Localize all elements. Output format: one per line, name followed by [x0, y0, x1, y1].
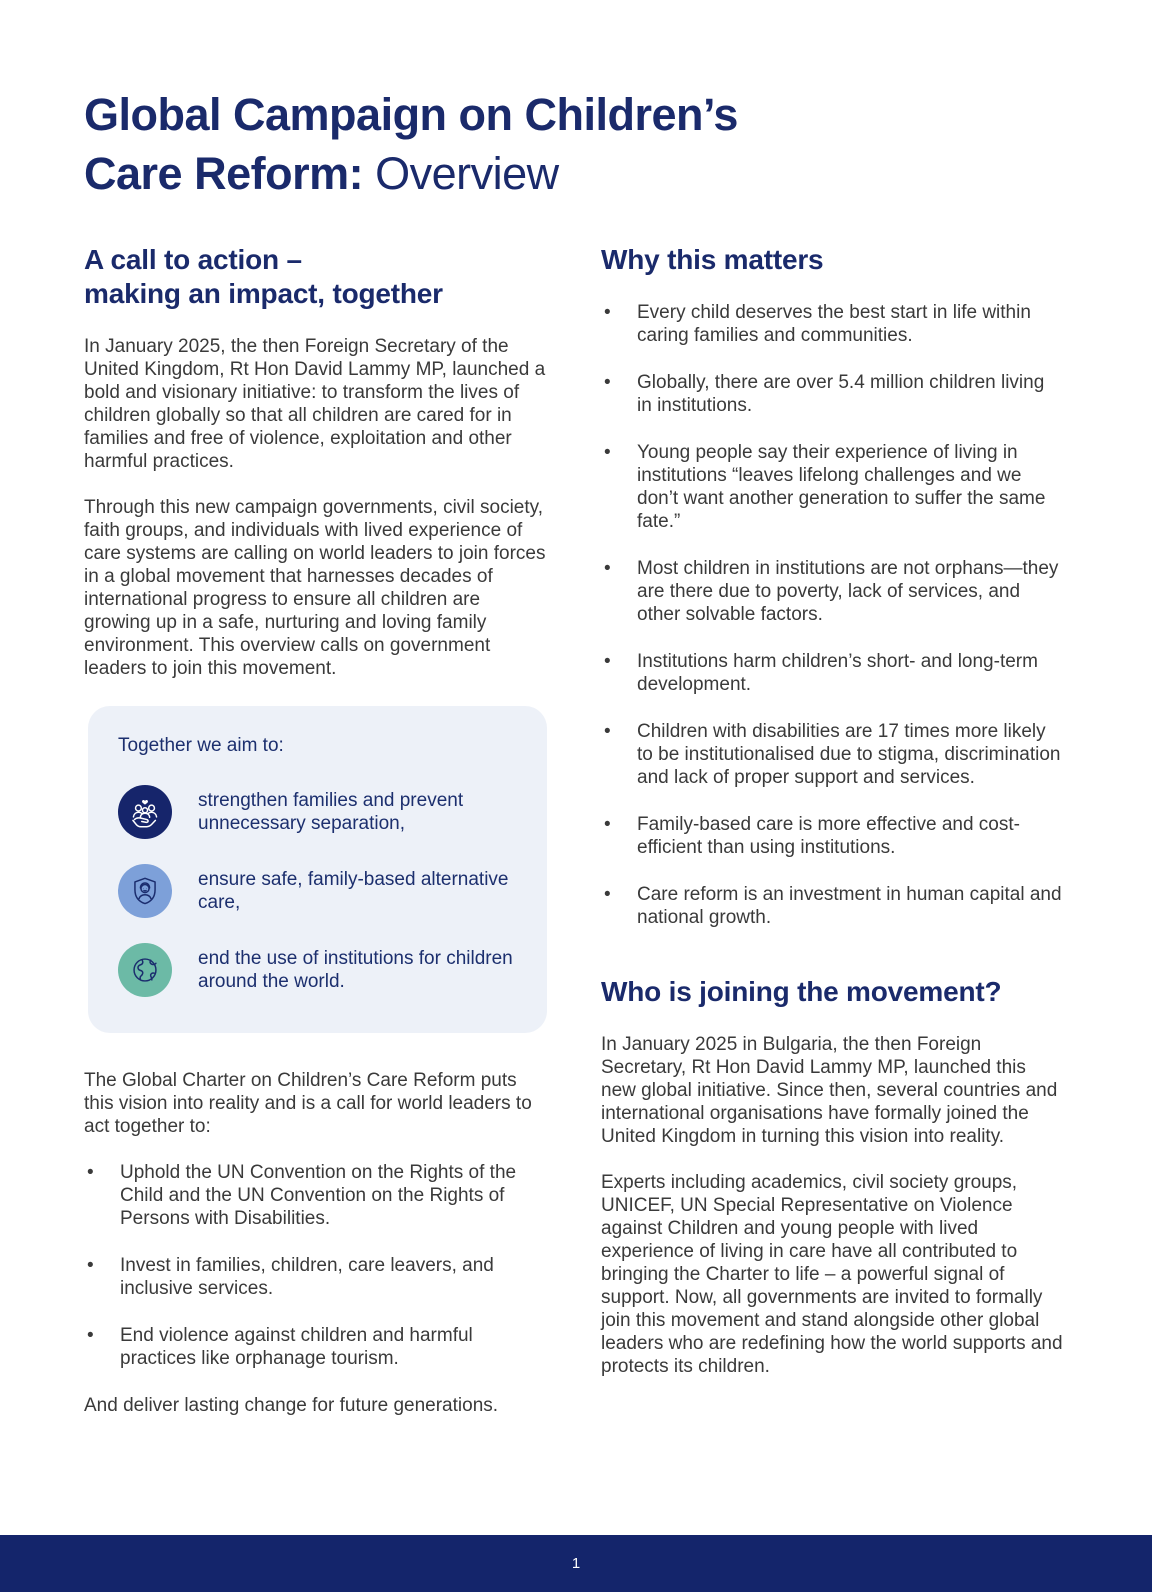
bullet-item: • Family-based care is more effective and cost-efficient than using institutions.	[601, 813, 1064, 859]
right-column	[601, 243, 1064, 1401]
charter-paragraph: The Global Charter on Children’s Care Reform puts this vision into reality and is a call for world leaders to act together to:	[84, 1070, 532, 1138]
bullet-item: • Children with disabilities are 17 times more likely to be institutionalised due to stigma, discrimination and lack of proper support and services.	[601, 720, 1064, 789]
bullet-item: • Globally, there are over 5.4 million children living in institutions.	[601, 371, 1064, 417]
bullet-item: • Institutions harm children’s short- and long-term development.	[601, 650, 1064, 696]
aim-text: ensure safe, family-based alternative care,	[198, 869, 509, 914]
closing-statement: And deliver lasting change for future generations.	[84, 1395, 499, 1417]
aims-heading: Together we aim to:	[118, 735, 284, 757]
who-paragraph-2: Experts including academics, civil society groups, UNICEF, UN Special Representative on Violence against Children and young people with lived experience of living in care have all contributed to bringing the Charter to life – a powerful signal of support. Now, all governments are invited to formally join this movement and stand alongside other global leaders who are redefining how the world supports and protects its children.	[601, 1172, 1063, 1378]
aim-text: end the use of institutions for children around the world.	[198, 948, 513, 993]
left-column	[84, 243, 547, 1440]
bullet-item: • End violence against children and harmful practices like orphanage tourism.	[84, 1324, 547, 1370]
cta-heading: A call to action – making an impact, together	[84, 244, 443, 310]
aim-text: strengthen families and prevent unnecessary separation,	[198, 790, 464, 835]
bullet-item: • Young people say their experience of living in institutions “leaves lifelong challenges and we don’t want another generation to suffer the same fate.”	[601, 441, 1064, 533]
family-in-hand-icon	[118, 785, 172, 839]
cta-paragraph-1: In January 2025, the then Foreign Secretary of the United Kingdom, Rt Hon David Lammy MP, launched a bold and visionary initiative: to transform the lives of children globally so that all children are cared for in families and free of violence, exploitation and other harmful practices.	[84, 336, 546, 473]
page-title-line1: Global Campaign on Children’s	[84, 89, 738, 140]
aim-item-strengthen-families	[118, 785, 519, 839]
two-column-layout	[84, 243, 1064, 1440]
cta-paragraph-2: Through this new campaign governments, civil society, faith groups, and individuals with lived experience of care systems are calling on world leaders to join forces in a global movement that harnesses decades of international progress to ensure all children are growing up in a safe, nurturing and loving family environment. This overview calls on government leaders to join this movement.	[84, 497, 546, 680]
page-title-line2: Care Reform: Overview	[84, 147, 559, 199]
aims-callout-box	[88, 706, 547, 1033]
page-title	[84, 86, 1064, 203]
who-is-joining-heading: Who is joining the movement?	[601, 976, 1002, 1008]
page-number: 1	[571, 1555, 581, 1572]
page-footer	[0, 1535, 1152, 1592]
who-paragraph-1: In January 2025 in Bulgaria, the then Foreign Secretary, Rt Hon David Lammy MP, launched this new global initiative. Since then, several countries and international organisations have formally joined the United Kingdom in turning this vision into reality.	[601, 1034, 1058, 1148]
bullet-item: • Uphold the UN Convention on the Rights of the Child and the UN Convention on the Rights of Persons with Disabilities.	[84, 1161, 547, 1230]
bullet-item: • Invest in families, children, care leavers, and inclusive services.	[84, 1254, 547, 1300]
why-bullet-list	[601, 301, 1064, 929]
shield-child-icon	[118, 864, 172, 918]
charter-bullet-list	[84, 1161, 547, 1370]
aim-item-safe-care	[118, 864, 519, 918]
bullet-item: • Most children in institutions are not orphans—they are there due to poverty, lack of services, and other solvable factors.	[601, 557, 1064, 626]
bullet-item: • Care reform is an investment in human capital and national growth.	[601, 883, 1064, 929]
bullet-item: • Every child deserves the best start in life within caring families and communities.	[601, 301, 1064, 347]
globe-icon	[118, 943, 172, 997]
why-this-matters-heading: Why this matters	[601, 244, 824, 275]
aim-item-end-institutions	[118, 943, 519, 997]
